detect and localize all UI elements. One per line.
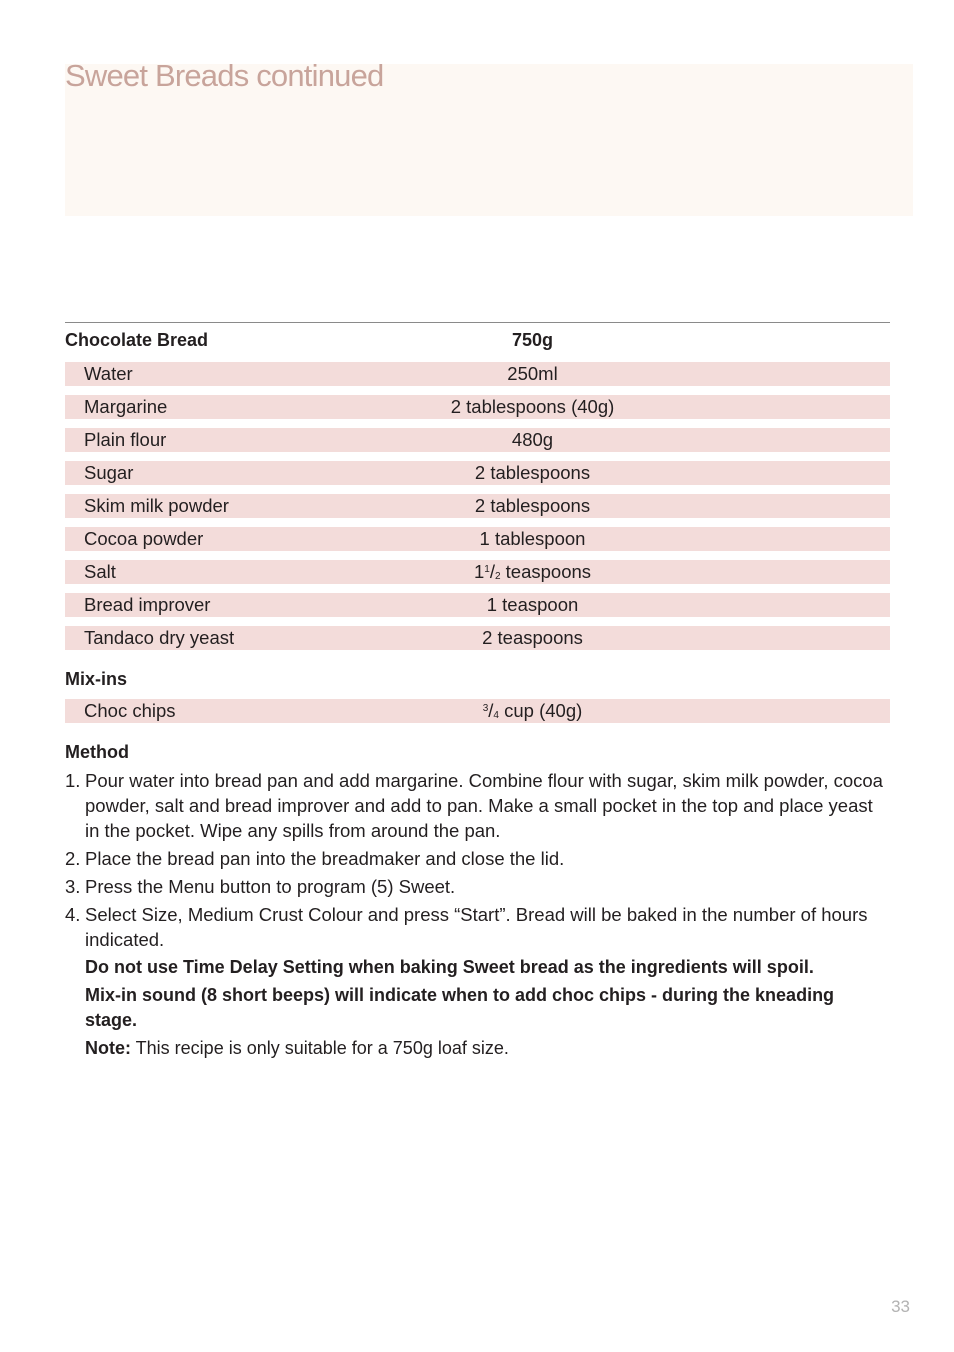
page-title: Sweet Breads continued [65, 58, 384, 93]
method-step [65, 902, 890, 952]
method-step [65, 846, 890, 871]
qty-unit: teaspoons [500, 561, 592, 582]
step-number: 2. [65, 848, 81, 869]
ingredient-name: Skim milk powder [84, 495, 229, 516]
recipe-table [65, 322, 890, 1061]
ingredient-qty: 2 teaspoons [482, 627, 583, 648]
ingredient-qty: 2 tablespoons [474, 462, 591, 483]
loaf-size-note [65, 1036, 890, 1061]
ingredient-name: Tandaco dry yeast [84, 627, 235, 648]
qty-unit: cup (40g) [498, 700, 583, 721]
ingredient-name: Bread improver [84, 594, 211, 615]
ingredient-qty [365, 560, 700, 588]
ingredient-qty: 480g [511, 429, 554, 450]
method-step [65, 874, 890, 899]
ingredient-row [65, 527, 890, 551]
ingredient-qty: 2 tablespoons [474, 495, 591, 516]
ingredient-row [65, 626, 890, 650]
fraction-numerator: 3 [482, 703, 489, 714]
page-number: 33 [891, 1297, 910, 1316]
ingredient-qty: 250ml [507, 363, 558, 384]
ingredient-qty: 1 tablespoon [479, 528, 586, 549]
ingredient-name: Margarine [84, 396, 168, 417]
mixin-row [65, 699, 890, 723]
mixin-qty [365, 699, 700, 727]
warning-mixin-sound: Mix-in sound (8 short beeps) will indicate when to add choc chips - during the kneading stage. [85, 985, 835, 1030]
step-text: Pour water into bread pan and add margarine. Combine flour with sugar, skim milk powder, cocoa powder, salt and bread improver and add to pan. Make a small pocket in the top and place yeast in the pocket. Wipe any spills from around the pan. [85, 770, 883, 841]
note-text: This recipe is only suitable for a 750g loaf size. [131, 1038, 509, 1058]
ingredient-name: Water [84, 363, 133, 384]
note-label: Note: [85, 1038, 131, 1058]
ingredient-row [65, 395, 890, 419]
recipe-header-row [65, 328, 890, 352]
method-heading: Method [65, 742, 129, 762]
ingredient-row [65, 362, 890, 386]
ingredient-name: Sugar [84, 462, 134, 483]
recipe-name: Chocolate Bread [65, 330, 209, 350]
ingredient-row [65, 461, 890, 485]
warning-time-delay: Do not use Time Delay Setting when baking Sweet bread as the ingredients will spoil. [85, 957, 814, 977]
ingredient-qty: 1 teaspoon [486, 594, 579, 615]
qty-whole: 1 [473, 561, 485, 582]
fraction-denominator: 4 [493, 710, 499, 721]
fraction: $^1$/2 [484, 561, 501, 582]
step-text: Select Size, Medium Crust Colour and press “Start”. Bread will be baked in the number of hours indicated. [85, 904, 868, 950]
ingredient-row [65, 560, 890, 584]
step-number: 3. [65, 876, 81, 897]
size-header: 750g [511, 330, 554, 350]
mixins-heading: Mix-ins [65, 669, 128, 689]
step-text: Place the bread pan into the breadmaker and close the lid. [85, 848, 565, 869]
mixin-name: Choc chips [84, 700, 176, 721]
method-step [65, 768, 890, 843]
step-number: 1. [65, 770, 81, 791]
fraction-numerator: 1 [484, 564, 490, 575]
method-steps [65, 768, 890, 952]
ingredient-qty: 2 tablespoons (40g) [450, 396, 615, 417]
ingredient-name: Cocoa powder [84, 528, 204, 549]
ingredient-name: Plain flour [84, 429, 167, 450]
step-number: 4. [65, 904, 81, 925]
ingredient-row [65, 593, 890, 617]
ingredient-row [65, 428, 890, 452]
fraction: $^3$/4 [482, 700, 499, 721]
step-text: Press the Menu button to program (5) Sweet. [85, 876, 456, 897]
ingredient-name: Salt [84, 561, 116, 582]
fraction-denominator: 2 [494, 571, 501, 582]
ingredient-row [65, 494, 890, 518]
